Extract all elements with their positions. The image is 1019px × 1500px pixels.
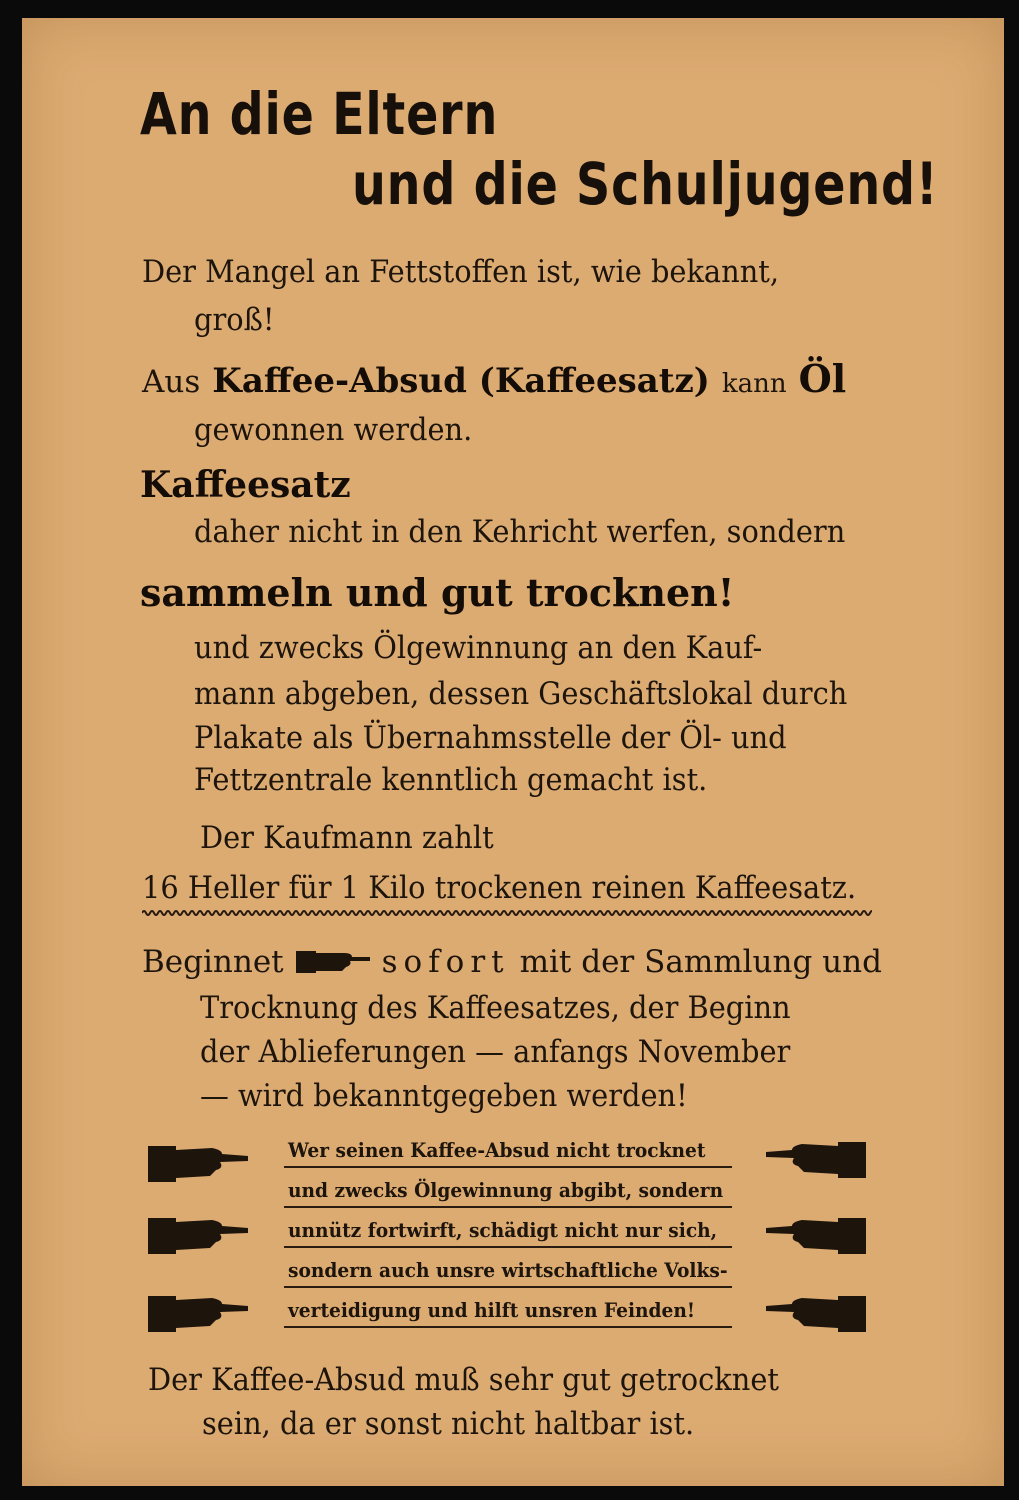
paragraph-1-line-1: Der Mangel an Fettstoffen ist, wie bekannt, — [142, 254, 780, 290]
p2-prefix: Aus — [142, 364, 201, 400]
paragraph-6-line-4: — wird bekanntgegeben werden! — [200, 1078, 688, 1114]
warning-rule-5 — [284, 1326, 732, 1328]
pointing-hand-left-icon — [764, 1292, 868, 1336]
paragraph-3-line-1: daher nicht in den Kehricht werfen, sondern — [194, 514, 846, 550]
paragraph-2-line-1 — [142, 356, 846, 401]
warning-line-3: unnütz fortwirft, schädigt nicht nur sich, — [288, 1218, 718, 1242]
paragraph-4-heading: sammeln und gut trocknen! — [140, 570, 735, 615]
paragraph-1-line-2: groß! — [194, 302, 275, 338]
p6-word2: sofort — [381, 944, 510, 980]
poster-sheet — [22, 18, 1004, 1486]
warning-line-1: Wer seinen Kaffee-Absud nicht trocknet — [288, 1138, 706, 1162]
paragraph-5-line-1: Der Kaufmann zahlt — [200, 820, 494, 856]
pointing-hand-right-icon — [146, 1214, 250, 1258]
p2-oil: Öl — [798, 356, 847, 401]
p6-rest1: mit der Sammlung und — [519, 944, 882, 980]
paragraph-2-line-2: gewonnen werden. — [194, 412, 473, 448]
closing-line-2: sein, da er sonst nicht haltbar ist. — [202, 1406, 695, 1442]
warning-rule-3 — [284, 1246, 732, 1248]
paragraph-4-line-4: Fettzentrale kenntlich gemacht ist. — [194, 762, 708, 798]
title-line-2: und die Schuljugend! — [352, 150, 939, 218]
p2-mid: kann — [721, 369, 787, 399]
paragraph-4-line-2: mann abgeben, dessen Geschäftslokal durch — [194, 676, 848, 712]
p6-word1: Beginnet — [142, 944, 284, 980]
pointing-hand-left-icon — [764, 1138, 868, 1182]
paragraph-3-heading: Kaffeesatz — [140, 464, 351, 506]
warning-line-4: sondern auch unsre wirtschaftliche Volks- — [288, 1258, 728, 1282]
pointing-hand-right-icon — [294, 947, 372, 977]
p2-bold-term: Kaffee-Absud (Kaffeesatz) — [212, 361, 710, 401]
warning-rule-2 — [284, 1206, 732, 1208]
paragraph-6-line-3: der Ablieferungen — anfangs November — [200, 1034, 791, 1070]
paragraph-4-line-1: und zwecks Ölgewinnung an den Kauf- — [194, 630, 763, 666]
wavy-underline — [142, 908, 872, 918]
paragraph-6-line-1 — [142, 944, 882, 980]
pointing-hand-left-icon — [764, 1214, 868, 1258]
warning-rule-4 — [284, 1286, 732, 1288]
paragraph-5-line-2: 16 Heller für 1 Kilo trockenen reinen Kaffeesatz. — [142, 870, 857, 906]
paragraph-4-line-3: Plakate als Übernahmsstelle der Öl- und — [194, 720, 787, 756]
pointing-hand-right-icon — [146, 1142, 250, 1186]
warning-line-5: verteidigung und hilft unsren Feinden! — [288, 1298, 696, 1322]
warning-rule-1 — [284, 1166, 732, 1168]
title-line-1: An die Eltern — [140, 80, 499, 148]
warning-line-2: und zwecks Ölgewinnung abgibt, sondern — [288, 1178, 724, 1202]
pointing-hand-right-icon — [146, 1292, 250, 1336]
closing-line-1: Der Kaffee-Absud muß sehr gut getrocknet — [148, 1362, 780, 1398]
paragraph-6-line-2: Trocknung des Kaffeesatzes, der Beginn — [200, 990, 791, 1026]
